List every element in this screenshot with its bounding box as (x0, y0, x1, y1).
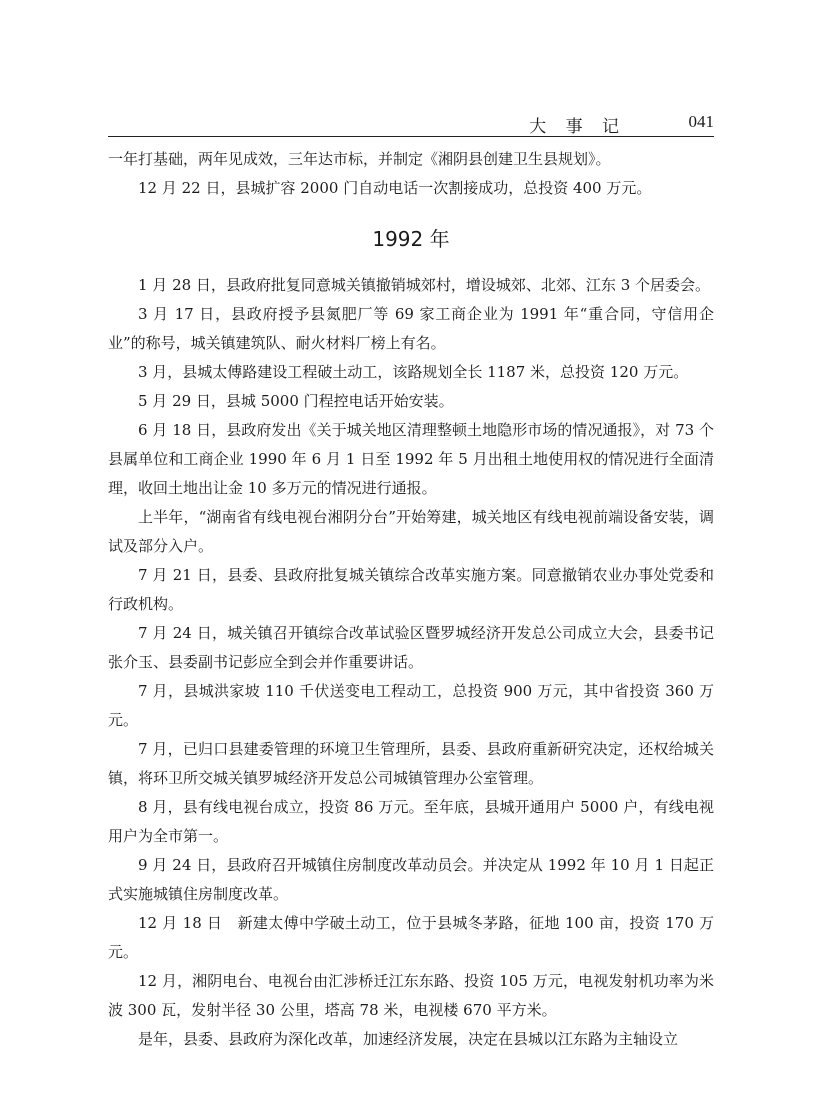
paragraph: 7 月 21 日，县委、县政府批复城关镇综合改革实施方案。同意撤销农业办事处党委和行政机构。 (108, 566, 714, 613)
paragraph: 12 月，湘阴电台、电视台由汇涉桥迁江东东路、投资 105 万元，电视发射机功率为米波 300 瓦，发射半径 30 公里，塔高 78 米，电视楼 670 平方米。 (108, 972, 714, 1019)
paragraph: 1 月 28 日，县政府批复同意城关镇撤销城郊村，增设城郊、北郊、江东 3 个居委会。 (138, 276, 711, 294)
paragraph: 9 月 24 日，县政府召开城镇住房制度改革动员会。并决定从 1992 年 10 月 1 日起正式实施城镇住房制度改革。 (108, 856, 714, 903)
paragraph: 5 月 29 日，县城 5000 门程控电话开始安装。 (138, 392, 454, 410)
page-number: 041 (688, 112, 714, 131)
paragraph: 是年，县委、县政府为深化改革，加速经济发展，决定在县城以江东路为主轴设立 (138, 1030, 679, 1048)
paragraph: 6 月 18 日，县政府发出《关于城关地区清理整顿土地隐形市场的情况通报》，对 73 个县属单位和工商企业 1990 年 6 月 1 日至 1992 年 5 月出租土地使用权的情况进行全面清理，收回土地出让金 10 多万元的情况进行通报。 (108, 421, 714, 497)
page-body (108, 145, 714, 1054)
header-divider (108, 136, 714, 137)
continued-paragraph: 一年打基础，两年见成效，三年达市标，并制定《湘阴县创建卫生县规划》。 (108, 150, 611, 168)
paragraph: 12 月 18 日 新建太傅中学破土动工，位于县城冬茅路，征地 100 亩，投资 170 万元。 (108, 914, 714, 961)
paragraph: 7 月，县城洪家坡 110 千伏送变电工程动工，总投资 900 万元，其中省投资 360 万元。 (108, 682, 714, 729)
running-header (108, 112, 714, 138)
year-heading: 1992 年 (372, 227, 450, 251)
paragraph: 7 月 24 日，城关镇召开镇综合改革试验区暨罗城经济开发总公司成立大会，县委书记张介玉、县委副书记彭应全到会并作重要讲话。 (108, 624, 714, 671)
section-title: 大 事 记 (529, 117, 626, 137)
paragraph: 3 月，县城太傅路建设工程破土动工，该路规划全长 1187 米，总投资 120 万元。 (138, 363, 689, 381)
paragraph: 12 月 22 日，县城扩容 2000 门自动电话一次割接成功，总投资 400 万元。 (138, 179, 652, 197)
paragraph: 上半年，“湖南省有线电视台湘阴分台”开始筹建，城关地区有线电视前端设备安装，调试及部分入户。 (108, 508, 714, 555)
paragraph: 8 月，县有线电视台成立，投资 86 万元。至年底，县城开通用户 5000 户，有线电视用户为全市第一。 (108, 798, 714, 845)
paragraph: 7 月，已归口县建委管理的环境卫生管理所，县委、县政府重新研究决定，还权给城关镇，将环卫所交城关镇罗城经济开发总公司城镇管理办公室管理。 (108, 740, 714, 787)
paragraph: 3 月 17 日，县政府授予县氮肥厂等 69 家工商企业为 1991 年“重合同，守信用企业”的称号，城关镇建筑队、耐火材料厂榜上有名。 (108, 305, 714, 352)
